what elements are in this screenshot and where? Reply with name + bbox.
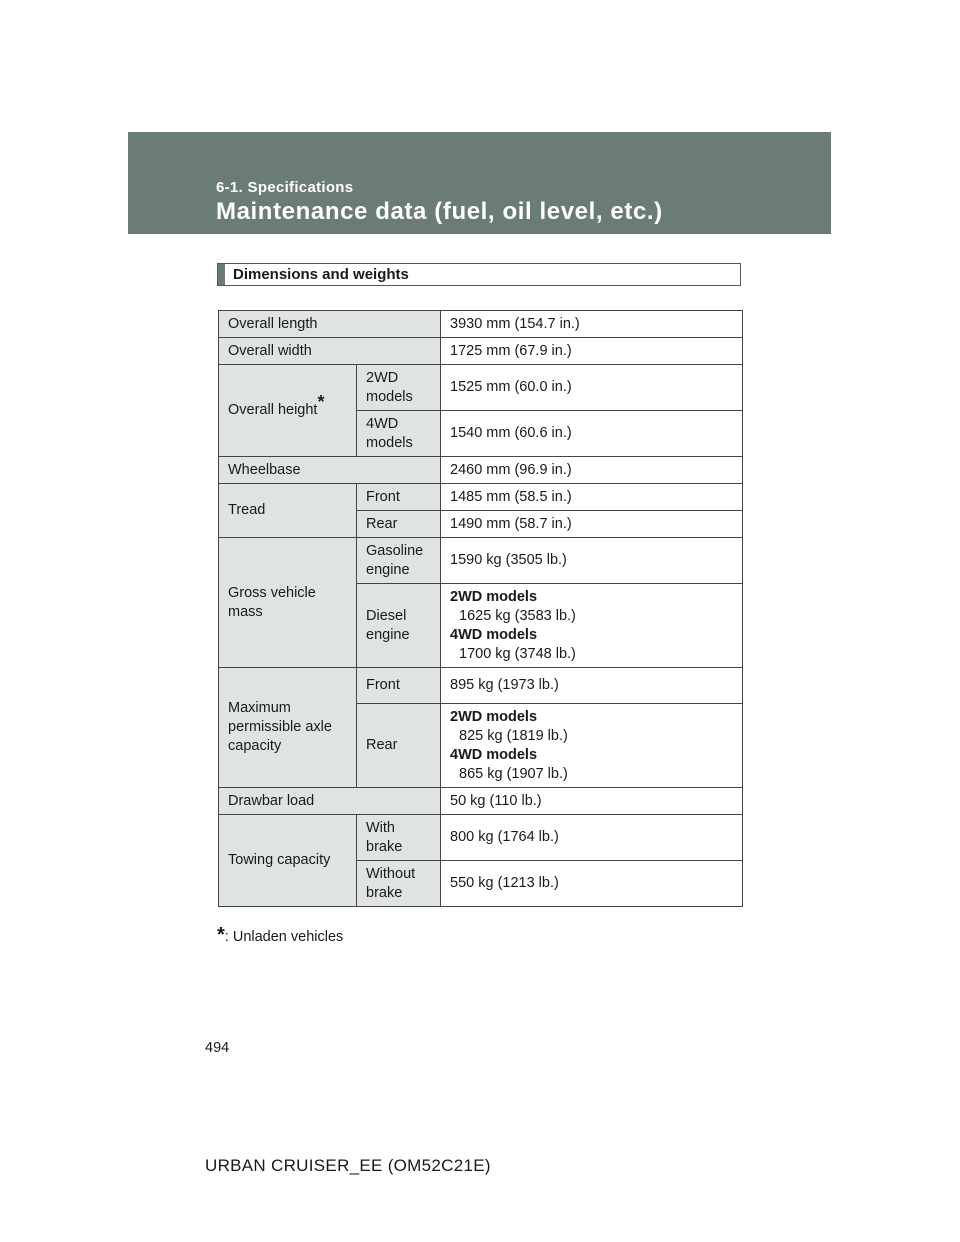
sub-line: models xyxy=(366,434,413,451)
page-title: Maintenance data (fuel, oil level, etc.) xyxy=(216,198,663,225)
row-sub-label: Rear xyxy=(357,511,441,538)
row-value: 3930 mm (154.7 in.) xyxy=(441,311,743,338)
table-row xyxy=(219,311,743,338)
row-label: Drawbar load xyxy=(219,788,441,815)
section-label: 6-1. Specifications xyxy=(216,179,354,196)
table-row xyxy=(219,815,743,861)
value-heading: 2WD models xyxy=(450,588,538,605)
footnote-asterisk: * xyxy=(317,392,325,412)
row-value: 1485 mm (58.5 in.) xyxy=(441,484,743,511)
row-value: 1540 mm (60.6 in.) xyxy=(441,411,743,457)
value-line: 1625 kg (3583 lb.) xyxy=(459,607,576,624)
sub-line: Without xyxy=(366,865,416,882)
label-line: Gross vehicle xyxy=(228,584,316,601)
row-sub-label xyxy=(357,815,441,861)
sub-line: Gasoline xyxy=(366,542,424,559)
value-line: 1700 kg (3748 lb.) xyxy=(459,645,576,662)
row-label xyxy=(219,538,357,668)
sub-line: models xyxy=(366,388,413,405)
row-sub-label xyxy=(357,365,441,411)
table-row xyxy=(219,457,743,484)
table-row xyxy=(219,788,743,815)
value-line: 825 kg (1819 lb.) xyxy=(459,727,568,744)
footnote xyxy=(217,924,343,947)
sub-line: brake xyxy=(366,884,403,901)
footnote-text: : Unladen vehicles xyxy=(224,929,344,945)
row-sub-label xyxy=(357,584,441,668)
row-value: 1490 mm (58.7 in.) xyxy=(441,511,743,538)
label-line: permissible axle xyxy=(228,719,332,735)
row-sub-label xyxy=(357,538,441,584)
sub-line: Diesel xyxy=(366,607,407,624)
row-label: Overall length xyxy=(219,311,441,338)
page-number: 494 xyxy=(205,1040,230,1056)
row-value: 50 kg (110 lb.) xyxy=(441,788,743,815)
overall-height-label: Overall height xyxy=(228,402,318,418)
row-value: 1590 kg (3505 lb.) xyxy=(441,538,743,584)
sub-line: 2WD xyxy=(366,369,399,386)
sub-line: brake xyxy=(366,838,403,855)
footnote-asterisk: * xyxy=(217,924,225,946)
row-sub-label: Front xyxy=(357,484,441,511)
subheading-box xyxy=(217,263,741,286)
row-value: 1525 mm (60.0 in.) xyxy=(441,365,743,411)
row-value xyxy=(441,704,743,788)
label-line: Maximum xyxy=(228,700,291,716)
row-label: Wheelbase xyxy=(219,457,441,484)
value-heading: 4WD models xyxy=(450,626,538,643)
label-line: mass xyxy=(228,603,263,620)
sub-line: engine xyxy=(366,626,410,643)
table-row xyxy=(219,538,743,584)
subheading-text: Dimensions and weights xyxy=(233,266,409,283)
row-label: Towing capacity xyxy=(219,815,357,907)
row-label: Overall width xyxy=(219,338,441,365)
row-value: 800 kg (1764 lb.) xyxy=(441,815,743,861)
row-value: 895 kg (1973 lb.) xyxy=(441,668,743,704)
table-row xyxy=(219,338,743,365)
table-row xyxy=(219,668,743,704)
row-value: 2460 mm (96.9 in.) xyxy=(441,457,743,484)
subheading-accent-bar xyxy=(218,264,225,285)
row-sub-label: Rear xyxy=(357,704,441,788)
row-value: 1725 mm (67.9 in.) xyxy=(441,338,743,365)
specs-table xyxy=(218,310,743,907)
row-sub-label: Front xyxy=(357,668,441,704)
row-label: Tread xyxy=(219,484,357,538)
table-row xyxy=(219,365,743,411)
sub-line: With xyxy=(366,819,395,836)
sub-line: engine xyxy=(366,561,410,578)
row-sub-label xyxy=(357,861,441,907)
model-code: URBAN CRUISER_EE (OM52C21E) xyxy=(205,1156,491,1175)
value-line: 865 kg (1907 lb.) xyxy=(459,765,568,782)
table-row xyxy=(219,484,743,511)
row-label xyxy=(219,668,357,788)
row-value: 550 kg (1213 lb.) xyxy=(441,861,743,907)
row-sub-label xyxy=(357,411,441,457)
sub-line: 4WD xyxy=(366,415,399,432)
row-label xyxy=(219,365,357,457)
value-heading: 2WD models xyxy=(450,708,538,725)
value-heading: 4WD models xyxy=(450,746,538,763)
label-line: capacity xyxy=(228,738,282,754)
row-value xyxy=(441,584,743,668)
